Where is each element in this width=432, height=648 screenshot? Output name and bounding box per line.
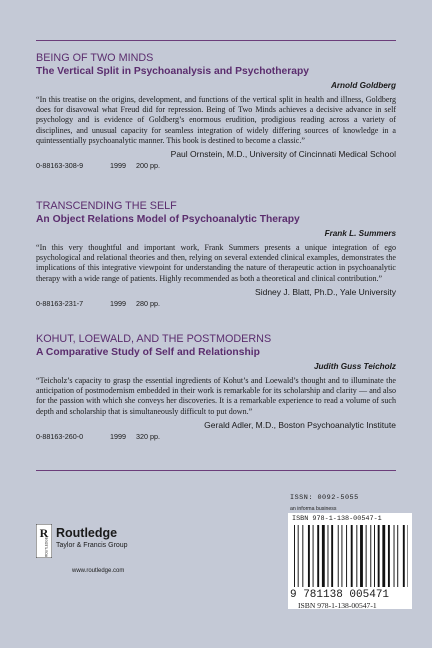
book-endorser: Sidney J. Blatt, Ph.D., Yale University [255,286,396,297]
isbn-top-label: ISBN 978-1-138-00547-1 [292,515,382,523]
barcode-area [288,494,412,609]
book-author: Judith Guss Teicholz [313,362,396,371]
logo-vertical-text: ROUTLEDGE [44,537,49,557]
book-endorser: Gerald Adler, M.D., Boston Psychoanalytic Institute [204,419,396,430]
barcode-box [288,513,412,609]
book-title: KOHUT, LOEWALD, AND THE POSTMODERNS [36,333,272,345]
issn-label: ISSN: 0092-5055 [290,494,359,502]
book-isbn: 0-88163-260-0 [36,431,84,441]
book-meta [36,161,396,170]
book-subtitle: A Comparative Study of Self and Relationship [36,347,260,358]
book-pages: 320 pp. [136,431,160,441]
book-isbn: 0-88163-231-7 [36,298,84,308]
book-subtitle: The Vertical Split in Psychoanalysis and Psychotherapy [36,66,309,77]
book-meta [36,299,396,308]
informa-label: an informa business [290,506,337,512]
book-title: BEING OF TWO MINDS [36,52,154,64]
book-pages: 280 pp. [136,298,160,308]
book-entry-2 [36,200,396,308]
book-pages: 200 pp. [136,161,160,171]
book-blurb: “In this treatise on the origins, development, and functions of the vertical split in health and illness, Goldberg does for disavowal what Freud did for repression. Being of Two Minds achieves a decisive advance in self psychology and is evidence of Goldberg’s enormous erudition, prodigious reading across a variety of disciplines, and unusual capacity for seamless integration of widely differing sources of knowledge in a quintessentially psychoanalytic manner. This book is destined to become a classic.” [36,95,396,145]
barcode-icon [294,525,408,597]
book-isbn: 0-88163-308-9 [36,161,84,171]
publisher-url: www.routledge.com [72,568,125,574]
book-entry-1 [36,52,396,170]
book-year: 1999 [110,298,126,308]
routledge-logo-icon [36,524,52,558]
book-year: 1999 [110,431,126,441]
isbn-bottom-label: ISBN 978-1-138-00547-1 [298,601,377,610]
top-rule [36,40,396,41]
barcode-digits: 9 781138 005471 [290,589,390,601]
book-author: Arnold Goldberg [330,81,396,90]
book-blurb: “In this very thoughtful and important work, Frank Summers presents a unique integration of ego psychological and relational theories and then, relying on several extended clinical examples, demonstrates the implications of this integrative viewpoint for understanding the nature of therapeutic action in psychoanalytic therapy with a wide range of patients. Highly recommended as both a theoretical and clinical contribution.” [36,243,396,283]
book-endorser: Paul Ornstein, M.D., University of Cincinnati Medical School [170,149,396,160]
logo-letter: R [39,526,49,540]
book-blurb: “Teicholz’s capacity to grasp the essential ingredients of Kohut’s and Loewald’s thought and to illuminate the anticipation of postmodernism embedded in their work is remarkable for its scholarship and clarity — and also for the passion with which she conveys her discoveries. It is a remarkable experience to read a volume of such depth and scholarship that is simultaneously difficult to put down.” [36,376,396,416]
bottom-rule [36,470,396,471]
book-entry-3 [36,333,396,441]
publisher-name: Routledge [56,526,118,540]
book-author: Frank L. Summers [324,229,396,238]
publisher-group: Taylor & Francis Group [56,542,128,549]
book-meta [36,432,396,441]
book-title: TRANSCENDING THE SELF [36,200,177,212]
book-year: 1999 [110,161,126,171]
publisher-logo [36,524,176,584]
book-subtitle: An Object Relations Model of Psychoanalytic Therapy [36,214,300,225]
